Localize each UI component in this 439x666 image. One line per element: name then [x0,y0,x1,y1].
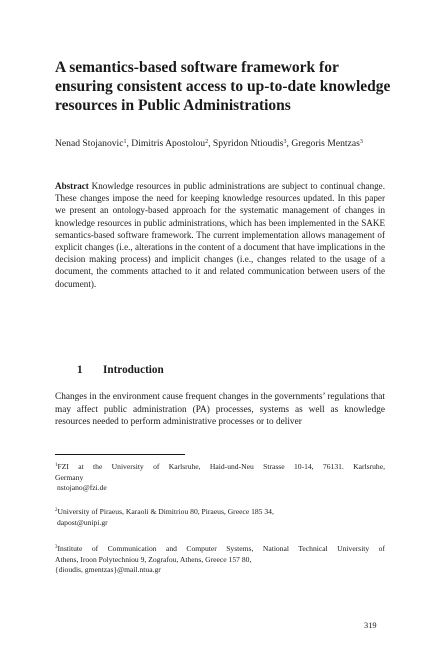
footnote-country: Germany [55,472,84,482]
footnote-affiliation: Institute of Communication and Computer Systems, National Technical University of [57,544,385,553]
page-number: 319 [364,621,377,630]
abstract [55,180,385,290]
author-list: Nenad Stojanovic$^1$, Dimitris Apostolou$^2$, Spyridon Ntioudis$^3$, Gregoris Mentzas$^3$ [55,138,363,149]
footnote-marker: 3 [55,545,58,550]
author-affiliation-mark: 1 [123,139,127,145]
footnote-line [55,544,385,555]
footnote-affiliation: University of Piraeus, Karaoli & Dimitriou 80, Piraeus, Greece 185 34, [57,507,274,516]
footnote-email: {dioudis, gmentzas}@mail.ntua.gr [55,565,161,574]
footnote-3 [55,544,385,576]
footnote-email: dapost@unipi.gr [57,517,108,527]
author-name: Nenad Stojanovic [55,138,124,149]
author-affiliation-mark: 3 [283,139,287,145]
footnote-2 [55,507,385,528]
abstract-text: Knowledge resources in public administrations are subject to continual change. These changes impose the need for keeping knowledge resources updated. In this paper we present an ontology-based approach for the systematic management of changes in knowledge resources in public administrations, which has been implemented in the SAKE semantics-based software framework. The current implementation allows management of explicit changes (i.e., alterations in the content of a document that have implications in the decision making process) and implicit changes (i.e., changes related to the usage of a document, the comments attached to it and related communication between users of the document). [55,181,385,289]
author-name: Gregoris Mentzas [291,138,360,149]
author-name: Spyridon Ntioudis [212,138,284,149]
section-heading [77,364,164,376]
footnote-line [55,462,385,473]
author-name: Dimitris Apostolou [131,138,206,149]
introduction-text: Changes in the environment cause frequent changes in the governments’ regulations that may affect public administration (PA) processes, systems as well as knowledge resources needed to perform administrative processes or to deliver [55,392,385,427]
paper-title: A semantics-based software framework for ensuring consistent access to up-to-date knowledge resources in Public Administrations [55,59,391,114]
section-title: Introduction [103,364,164,376]
footnote-affiliation: FZI at the University of Karlsruhe, Haid-und-Neu Strasse 10-14, 76131. Karlsruhe, [57,462,385,471]
abstract-label: Abstract [55,181,89,191]
footnote-marker: 1 [55,463,58,468]
author-affiliation-mark: 3 [359,139,363,145]
author-affiliation-mark: 2 [205,139,209,145]
footnote-address: Athens, Iroon Polytechniou 9, Zografou, Athens, Greece 157 80, [55,554,252,564]
footnote-email: nstojano@fzi.de [57,483,107,492]
section-number: 1 [77,364,83,376]
footnote-1 [55,462,385,494]
footnote-marker: 2 [55,508,58,513]
footnote-divider [55,454,185,455]
footnote-line [55,507,385,518]
